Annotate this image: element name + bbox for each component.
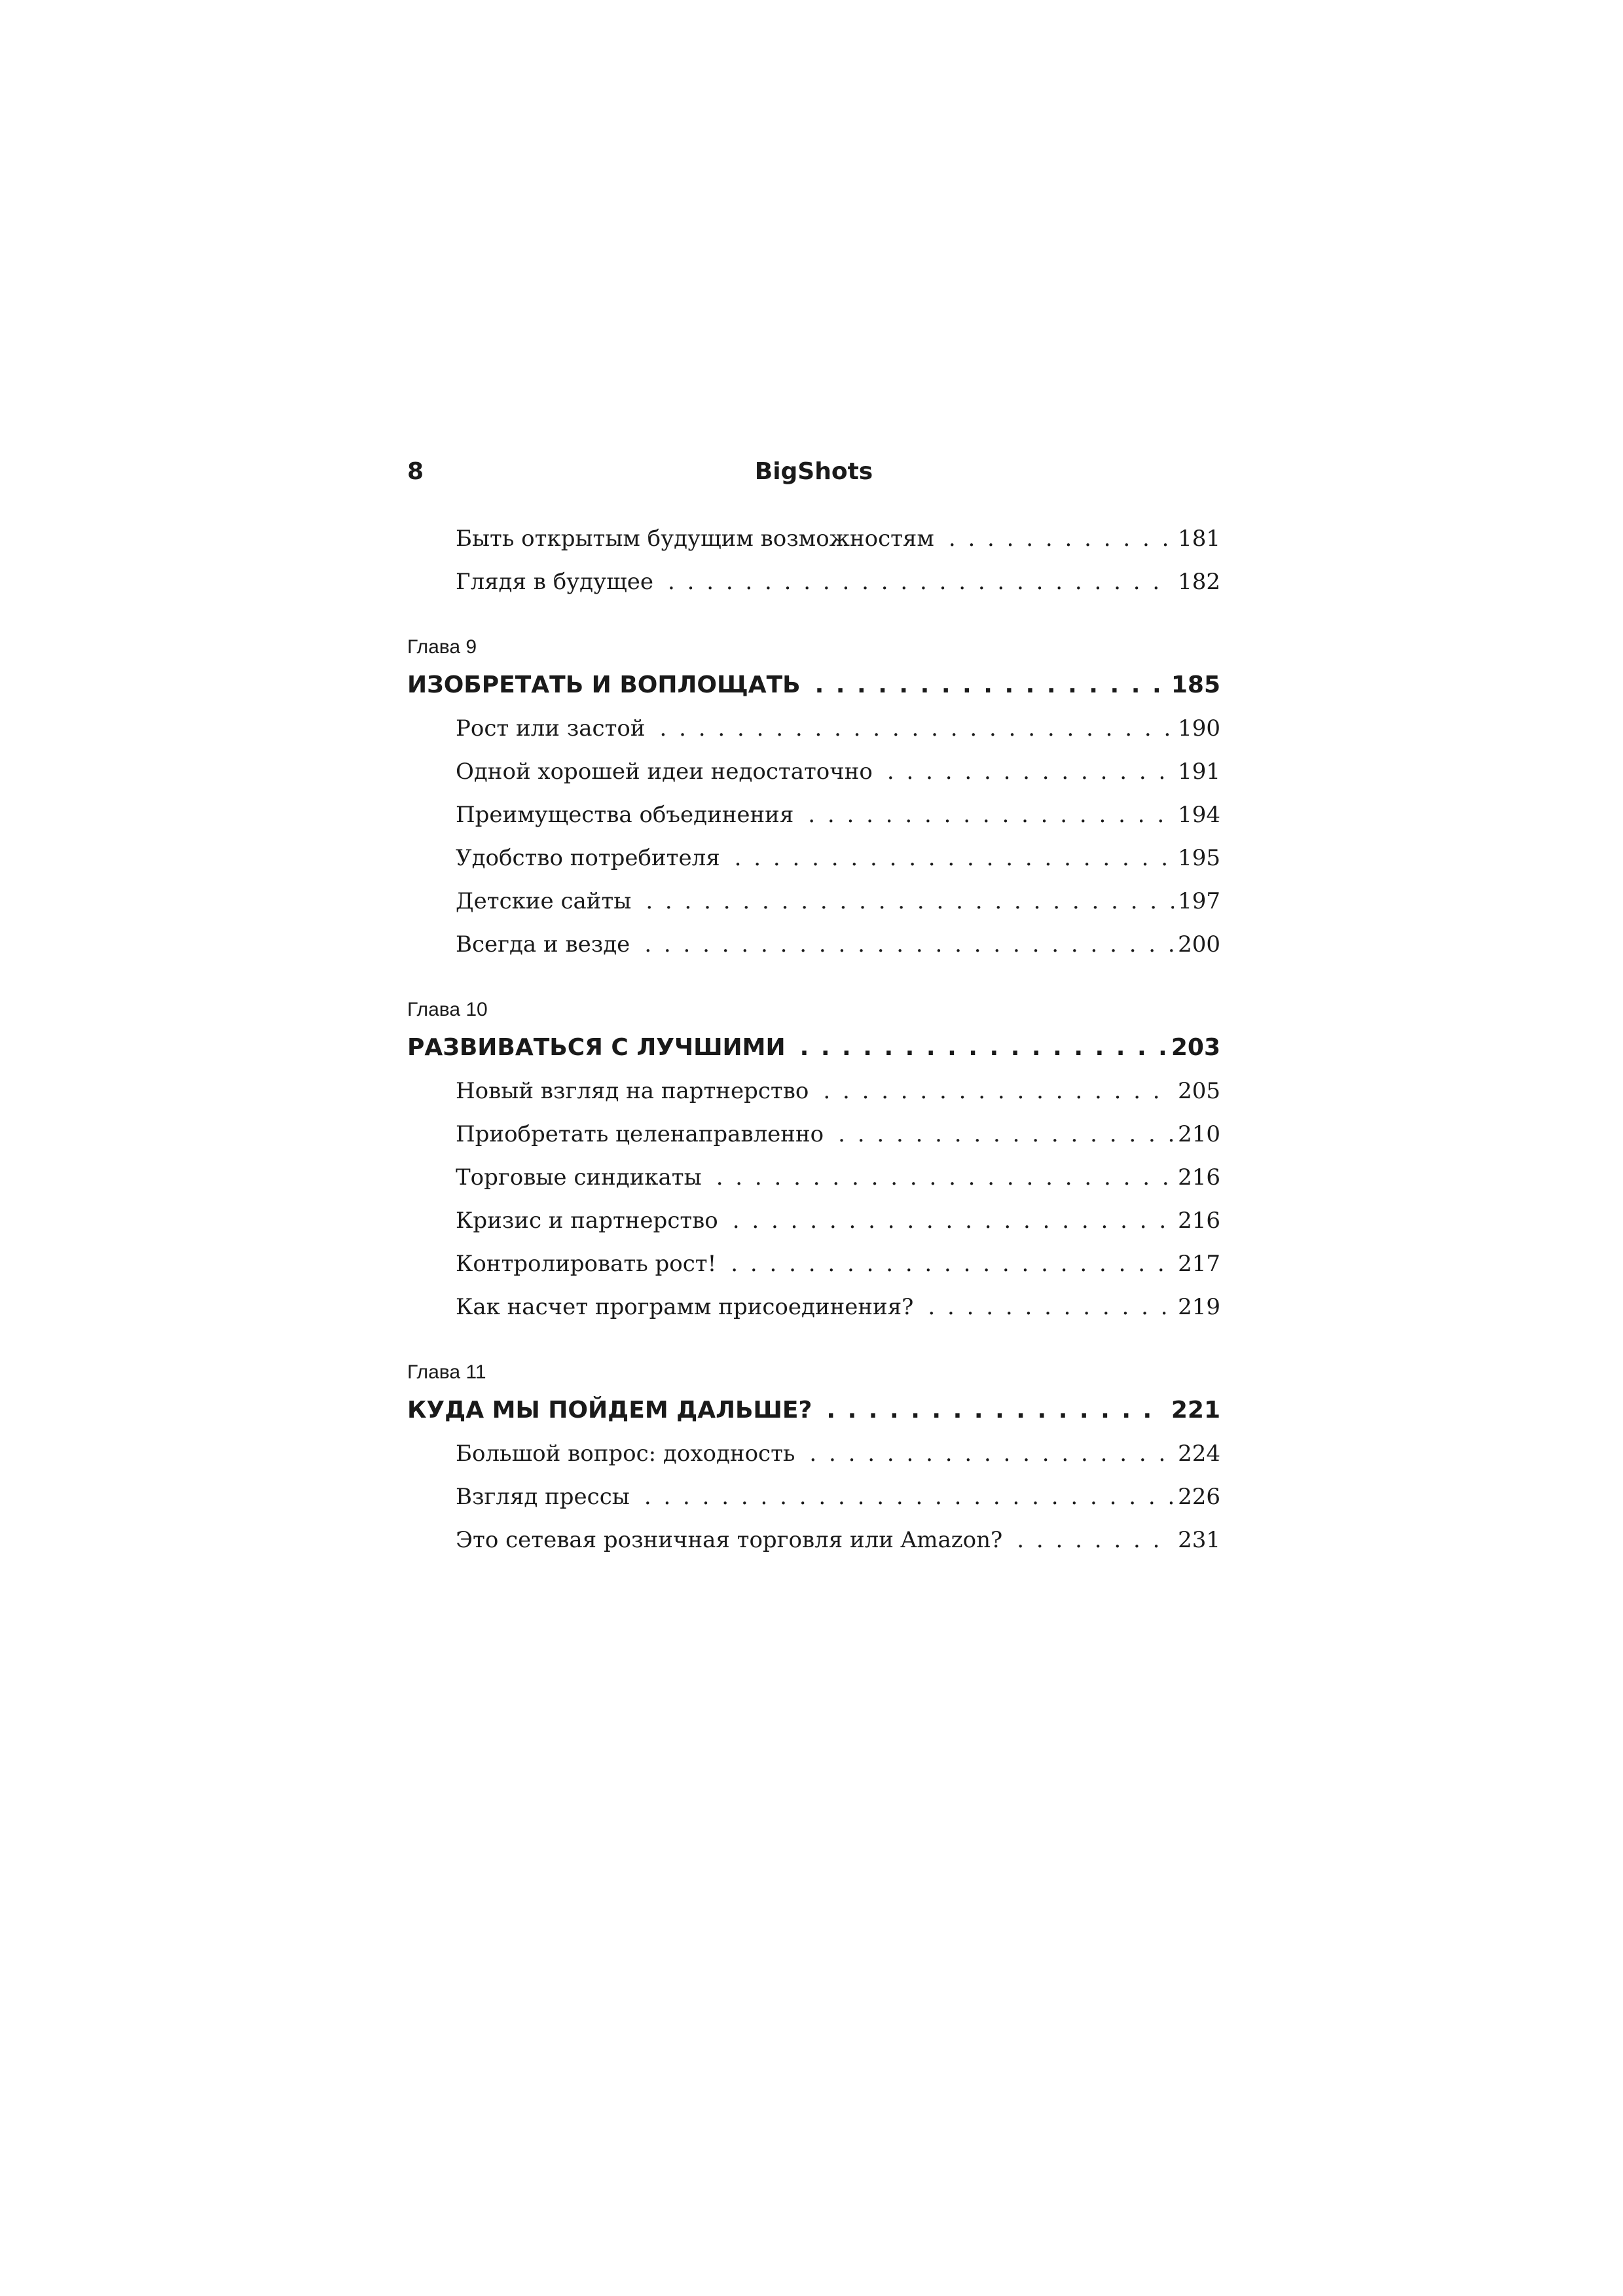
toc-entry-page: 216 <box>1178 1208 1220 1234</box>
toc-entry-title: Это сетевая розничная торговля или Amazon? <box>456 1527 1003 1553</box>
chapter-page: 221 <box>1171 1397 1220 1424</box>
toc-entry-title: Глядя в будущее <box>456 569 653 595</box>
toc-entry-title: Новый взгляд на партнерство <box>456 1078 809 1104</box>
dot-leader <box>949 517 1174 560</box>
chapter-label: Глава 11 <box>407 1361 486 1383</box>
running-title: BigShots <box>754 458 873 485</box>
toc-entry <box>407 1475 1220 1518</box>
dot-leader <box>826 1389 1164 1432</box>
dot-leader <box>928 1285 1174 1329</box>
toc-entry-title: Преимущества объединения <box>456 802 794 828</box>
toc-entry-page: 216 <box>1178 1164 1220 1191</box>
toc-entry-page: 197 <box>1178 888 1220 914</box>
toc-entry-page: 231 <box>1178 1527 1220 1553</box>
toc-entry-title: Одной хорошей идеи недостаточно <box>456 759 873 785</box>
toc-entry-page: 195 <box>1178 845 1220 871</box>
toc-entry <box>407 923 1220 966</box>
toc-entry-title: Взгляд прессы <box>456 1484 630 1510</box>
toc-entry <box>407 1432 1220 1475</box>
toc-entry <box>407 1156 1220 1199</box>
page-number: 8 <box>407 458 424 485</box>
dot-leader <box>808 793 1174 836</box>
toc-entry <box>407 1285 1220 1329</box>
dot-leader <box>838 1113 1174 1156</box>
dot-leader <box>644 1475 1174 1518</box>
dot-leader <box>716 1156 1174 1199</box>
toc-entry-page: 226 <box>1178 1484 1220 1510</box>
dot-leader <box>668 560 1174 603</box>
toc-entry-page: 224 <box>1178 1441 1220 1467</box>
toc-entry-title: Большой вопрос: доходность <box>456 1441 795 1467</box>
toc-entry-title: Контролировать рост! <box>456 1251 717 1277</box>
toc-entry-page: 181 <box>1178 526 1220 552</box>
toc-entry <box>407 836 1220 880</box>
dot-leader <box>731 1242 1174 1285</box>
toc-entry-title: Рост или застой <box>456 715 646 742</box>
toc-entry-page: 210 <box>1178 1121 1220 1147</box>
toc-entry <box>407 707 1220 750</box>
chapter-title: ИЗОБРЕТАТЬ И ВОПЛОЩАТЬ <box>407 672 801 698</box>
toc-entry-page: 217 <box>1178 1251 1220 1277</box>
dot-leader <box>660 707 1175 750</box>
dot-leader <box>733 1199 1174 1242</box>
toc-entry-title: Кризис и партнерство <box>456 1208 718 1234</box>
toc-entry-title: Как насчет программ присоединения? <box>456 1294 914 1320</box>
toc-entry-page: 205 <box>1178 1078 1220 1104</box>
toc-entry <box>407 560 1220 603</box>
toc-entry <box>407 517 1220 560</box>
dot-leader <box>646 880 1174 923</box>
dot-leader <box>644 923 1174 966</box>
page-header <box>407 458 1220 497</box>
chapter-page: 203 <box>1171 1034 1220 1061</box>
chapter-page: 185 <box>1171 672 1220 698</box>
dot-leader <box>887 750 1174 793</box>
dot-leader <box>800 1026 1165 1069</box>
chapter-title: РАЗВИВАТЬСЯ С ЛУЧШИМИ <box>407 1034 786 1061</box>
toc-entry-page: 194 <box>1178 802 1220 828</box>
dot-leader <box>809 1432 1174 1475</box>
toc-entry <box>407 1518 1220 1562</box>
toc-entry <box>407 1242 1220 1285</box>
toc-entry-title: Всегда и везде <box>456 931 630 958</box>
dot-leader <box>1017 1518 1174 1562</box>
dot-leader <box>735 836 1174 880</box>
chapter-title-row <box>407 1026 1220 1069</box>
chapter-label: Глава 10 <box>407 999 488 1020</box>
dot-leader <box>823 1069 1174 1113</box>
toc-entry <box>407 1199 1220 1242</box>
toc-entry <box>407 1069 1220 1113</box>
toc-entry <box>407 880 1220 923</box>
toc-entry-title: Торговые синдикаты <box>456 1164 702 1191</box>
toc-entry-page: 190 <box>1178 715 1220 742</box>
toc-entry-title: Приобретать целенаправленно <box>456 1121 824 1147</box>
toc-entry-page: 200 <box>1178 931 1220 958</box>
toc-entry-title: Детские сайты <box>456 888 632 914</box>
toc-entry <box>407 793 1220 836</box>
toc-entry <box>407 750 1220 793</box>
toc-entry-title: Быть открытым будущим возможностям <box>456 526 934 552</box>
chapter-title-row <box>407 664 1220 707</box>
toc-entry-page: 191 <box>1178 759 1220 785</box>
table-of-contents <box>407 517 1220 1562</box>
toc-entry-page: 182 <box>1178 569 1220 595</box>
chapter-title-row <box>407 1389 1220 1432</box>
chapter-title: КУДА МЫ ПОЙДЕМ ДАЛЬШЕ? <box>407 1397 812 1424</box>
chapter-label: Глава 9 <box>407 636 477 658</box>
dot-leader <box>815 664 1165 707</box>
toc-entry <box>407 1113 1220 1156</box>
toc-entry-title: Удобство потребителя <box>456 845 720 871</box>
toc-entry-page: 219 <box>1178 1294 1220 1320</box>
